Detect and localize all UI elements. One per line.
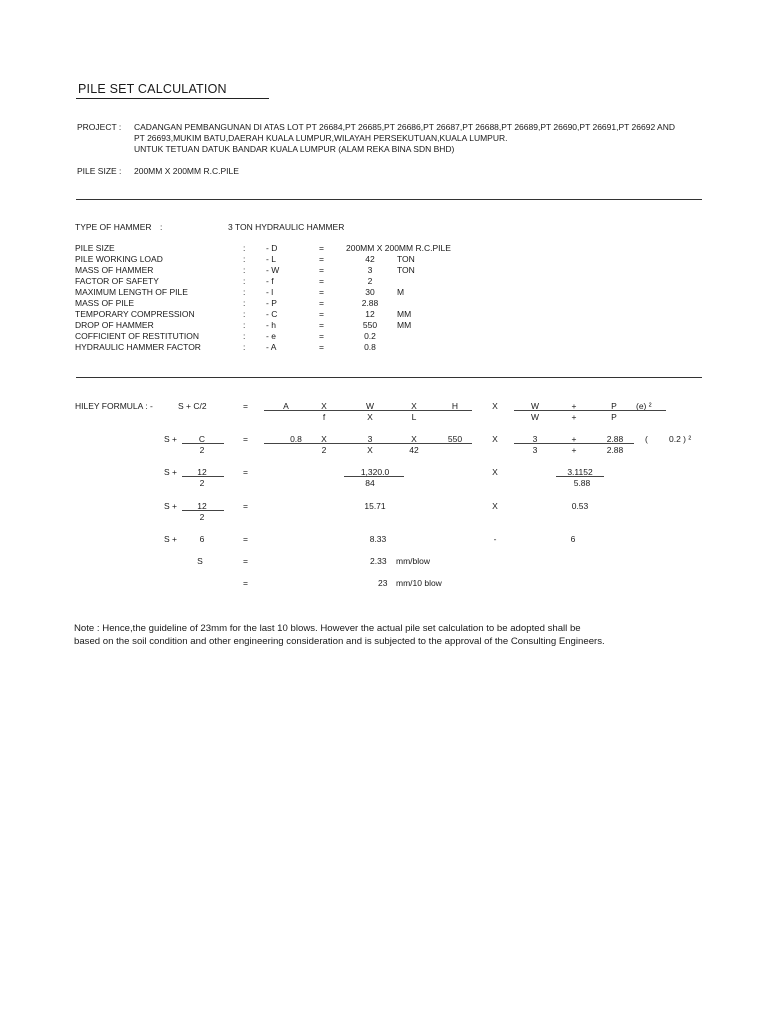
term: X xyxy=(321,434,327,444)
param-unit: MM xyxy=(397,320,412,330)
formula-lhs: S + xyxy=(164,501,177,511)
term: + xyxy=(571,434,577,444)
formula-equals: = xyxy=(243,534,248,544)
result-value: 2.33 xyxy=(370,556,387,566)
project-line-2: PT 26693,MUKIM BATU,DAERAH KUALA LUMPUR,WILAYAH PERSEKUTUAN,KUALA LUMPUR. xyxy=(134,133,508,143)
param-value: 3 xyxy=(367,265,373,275)
result-unit: mm/10 blow xyxy=(396,578,442,588)
formula-lhs: S + xyxy=(164,434,177,444)
param-symbol: - C xyxy=(266,309,278,319)
param-unit: TON xyxy=(397,265,415,275)
fraction-bar xyxy=(182,510,224,511)
param-equals: = xyxy=(319,287,324,297)
term: - xyxy=(493,534,497,544)
fraction-bar xyxy=(514,443,634,444)
term: X xyxy=(367,412,373,422)
term: f xyxy=(322,412,326,422)
hammer-value: 3 TON HYDRAULIC HAMMER xyxy=(228,222,345,232)
term: 3 xyxy=(532,445,538,455)
param-unit: M xyxy=(397,287,405,297)
term: P xyxy=(611,401,617,411)
param-equals: = xyxy=(319,342,324,352)
project-label: PROJECT : xyxy=(77,122,122,132)
term: H xyxy=(451,401,459,411)
fraction-bar xyxy=(556,476,604,477)
term: 6 xyxy=(199,534,205,544)
term: 42 xyxy=(409,445,419,455)
section-divider-1 xyxy=(76,199,702,200)
section-divider-2 xyxy=(76,377,702,378)
term: 2 xyxy=(199,478,205,488)
result-unit: mm/blow xyxy=(396,556,431,566)
term: X xyxy=(321,401,327,411)
term: 12 xyxy=(197,467,207,477)
term: 2.88 xyxy=(606,434,624,444)
hammer-label: TYPE OF HAMMER xyxy=(75,222,152,232)
term: L xyxy=(411,412,417,422)
term: C xyxy=(198,434,206,444)
term: A xyxy=(283,401,289,411)
param-equals: = xyxy=(319,265,324,275)
formula-equals: = xyxy=(243,501,248,511)
term: X xyxy=(492,501,498,511)
param-symbol: - h xyxy=(266,320,276,330)
param-colon: : xyxy=(243,265,246,275)
term: W xyxy=(530,412,540,422)
formula-equals: = xyxy=(243,401,248,411)
term: 3.1152 xyxy=(567,467,593,477)
formula-lhs: S xyxy=(197,556,203,566)
title-underline xyxy=(76,98,269,99)
fraction-bar xyxy=(264,443,472,444)
formula-equals: = xyxy=(243,556,248,566)
term: 84 xyxy=(365,478,375,488)
param-colon: : xyxy=(243,276,246,286)
param-name: DROP OF HAMMER xyxy=(75,320,154,330)
term: 12 xyxy=(197,501,207,511)
term: (e) ² xyxy=(636,401,652,411)
param-value: 42 xyxy=(365,254,375,264)
term: 2 xyxy=(199,445,205,455)
param-symbol: - D xyxy=(266,243,278,253)
term: 0.2 ) ² xyxy=(669,434,692,444)
param-symbol: - e xyxy=(266,331,276,341)
fraction-bar xyxy=(182,476,224,477)
param-value: 550 xyxy=(362,320,378,330)
param-equals: = xyxy=(319,331,324,341)
term: 0.8 xyxy=(290,434,302,444)
param-symbol: - f xyxy=(266,276,274,286)
param-equals: = xyxy=(319,276,324,286)
param-name: MASS OF HAMMER xyxy=(75,265,154,275)
term: X xyxy=(492,467,498,477)
param-colon: : xyxy=(243,298,246,308)
note-line-2: based on the soil condition and other engineering consideration and is subjected to the approval of the Consulting Engineers. xyxy=(74,636,605,647)
param-value: 12 xyxy=(365,309,375,319)
param-symbol: - A xyxy=(266,342,277,352)
formula-lhs: S + xyxy=(164,534,177,544)
note-line-1: Note : Hence,the guideline of 23mm for the last 10 blows. However the actual pile set calculation to be adopted shall be xyxy=(74,623,581,634)
term: 0.53 xyxy=(571,501,589,511)
param-name: FACTOR OF SAFETY xyxy=(75,276,159,286)
term: + xyxy=(571,401,577,411)
term: X xyxy=(411,434,417,444)
term: 2 xyxy=(199,512,205,522)
param-symbol: - l xyxy=(266,287,274,297)
param-name: HYDRAULIC HAMMER FACTOR xyxy=(75,342,201,352)
pile-size-label: PILE SIZE : xyxy=(77,166,122,176)
formula-label: HILEY FORMULA : - xyxy=(75,401,153,411)
param-equals: = xyxy=(319,309,324,319)
project-line-3: UNTUK TETUAN DATUK BANDAR KUALA LUMPUR (ALAM REKA BINA SDN BHD) xyxy=(134,144,455,154)
param-unit: MM xyxy=(397,309,412,319)
term: 2 xyxy=(321,445,327,455)
term: 1,320.0 xyxy=(360,467,390,477)
param-value: 0.2 xyxy=(364,331,376,341)
param-name: TEMPORARY COMPRESSION xyxy=(75,309,195,319)
term: 15.71 xyxy=(364,501,386,511)
term: 550 xyxy=(447,434,463,444)
term: 8.33 xyxy=(369,534,387,544)
param-symbol: - P xyxy=(266,298,277,308)
param-colon: : xyxy=(243,243,246,253)
pile-size-value: 200MM X 200MM R.C.PILE xyxy=(134,166,239,176)
param-value: 200MM X 200MM R.C.PILE xyxy=(346,243,451,253)
fraction-bar xyxy=(264,410,472,411)
fraction-bar xyxy=(182,443,224,444)
param-equals: = xyxy=(319,243,324,253)
term: W xyxy=(530,401,540,411)
term: X xyxy=(367,445,373,455)
param-symbol: - W xyxy=(266,265,280,275)
param-value: 2 xyxy=(367,276,373,286)
term: P xyxy=(611,412,617,422)
param-name: MAXIMUM LENGTH OF PILE xyxy=(75,287,188,297)
fraction-bar xyxy=(514,410,666,411)
term: ( xyxy=(645,434,648,444)
term: W xyxy=(365,401,375,411)
term: 2.88 xyxy=(606,445,624,455)
param-symbol: - L xyxy=(266,254,276,264)
formula-equals: = xyxy=(243,578,248,588)
term: X xyxy=(492,401,498,411)
param-equals: = xyxy=(319,254,324,264)
formula-lhs: S + xyxy=(164,467,177,477)
result-value: 23 xyxy=(378,578,388,588)
term: 5.88 xyxy=(573,478,591,488)
term: 6 xyxy=(570,534,576,544)
param-unit: TON xyxy=(397,254,415,264)
param-colon: : xyxy=(243,331,246,341)
project-line-1: CADANGAN PEMBANGUNAN DI ATAS LOT PT 26684,PT 26685,PT 26686,PT 26687,PT 26688,PT 26689,PT 26690,PT 26691,PT 26692 AND xyxy=(134,122,676,132)
param-name: MASS OF PILE xyxy=(75,298,135,308)
param-colon: : xyxy=(243,254,246,264)
param-value: 0.8 xyxy=(364,342,376,352)
formula-equals: = xyxy=(243,467,248,477)
param-name: PILE SIZE xyxy=(75,243,115,253)
formula-equals: = xyxy=(243,434,248,444)
fraction-bar xyxy=(344,476,404,477)
term: + xyxy=(571,445,577,455)
term: 3 xyxy=(532,434,538,444)
param-name: PILE WORKING LOAD xyxy=(75,254,163,264)
term: + xyxy=(571,412,577,422)
param-colon: : xyxy=(243,320,246,330)
term: X xyxy=(492,434,498,444)
param-colon: : xyxy=(243,309,246,319)
param-value: 2.88 xyxy=(361,298,379,308)
term: X xyxy=(411,401,417,411)
param-equals: = xyxy=(319,298,324,308)
page-title: PILE SET CALCULATION xyxy=(78,82,227,96)
param-colon: : xyxy=(243,287,246,297)
formula-lhs: S + C/2 xyxy=(178,401,207,411)
param-colon: : xyxy=(243,342,246,352)
term: 3 xyxy=(367,434,373,444)
param-value: 30 xyxy=(365,287,375,297)
param-equals: = xyxy=(319,320,324,330)
hammer-colon: : xyxy=(160,222,163,232)
param-name: COFFICIENT OF RESTITUTION xyxy=(75,331,200,341)
